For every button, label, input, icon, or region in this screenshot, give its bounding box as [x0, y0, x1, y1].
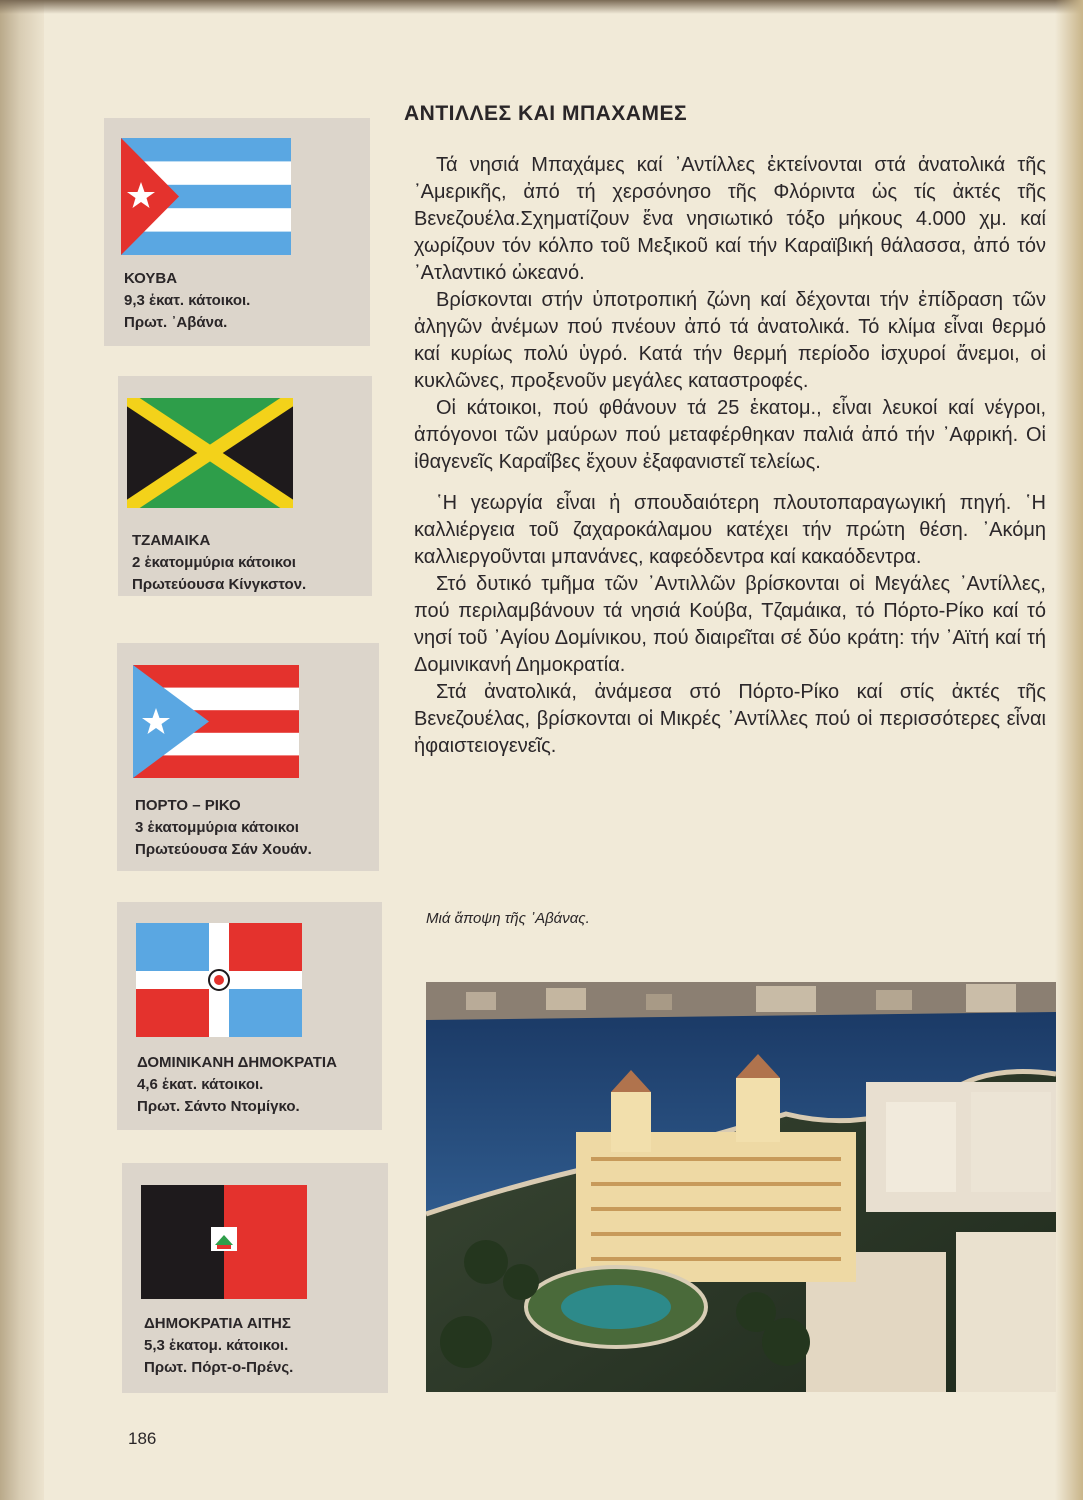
- country-capital: Πρωτ. Πόρτ-ο-Πρένς.: [144, 1359, 294, 1376]
- photo-caption: Μιά ἄποψη τῆς ᾽Αβάνας.: [426, 910, 590, 927]
- paragraph: Βρίσκονται στήν ὑποτροπική ζώνη καί δέχονται τήν ἐπίδραση τῶν ἀληγῶν ἀνέμων πού πνέουν ἀπό τά ἀνατολικά. Τό κλίμα εἶναι θερμό καί κυρίως πολύ ὑγρό. Κατά τήν θερμή περίοδο ἰσχυροί ἄνεμοι, οἱ κυκλῶνες, προξενοῦν μεγάλες καταστροφές.: [414, 289, 1046, 392]
- page-right-edge: [1055, 0, 1083, 1500]
- country-name: ΔΟΜΙΝΙΚΑΝΗ ΔΗΜΟΚΡΑΤΙΑ: [137, 1054, 337, 1071]
- jamaica-flag: [127, 398, 293, 508]
- country-population: 3 ἑκατομμύρια κάτοικοι: [135, 819, 299, 836]
- puerto-rico-flag: [133, 665, 299, 778]
- dominican-republic-flag: [136, 923, 302, 1037]
- country-capital: Πρωτεύουσα Σάν Χουάν.: [135, 841, 312, 858]
- haiti-flag: [141, 1185, 307, 1299]
- page-number: 186: [128, 1429, 157, 1448]
- cuba-flag: [121, 138, 291, 255]
- country-name: ΔΗΜΟΚΡΑΤΙΑ ΑΙΤΗΣ: [144, 1315, 291, 1332]
- country-name: ΤΖΑΜΑΙΚΑ: [132, 532, 211, 549]
- country-capital: Πρωτ. Σάντο Ντομίγκο.: [137, 1098, 300, 1115]
- country-card-dominican-republic: [117, 902, 382, 1130]
- country-population: 5,3 ἑκατομ. κάτοικοι.: [144, 1337, 289, 1354]
- country-card-cuba: [104, 118, 370, 346]
- country-capital: Πρωτεύουσα Κίνγκστον.: [132, 576, 307, 593]
- country-card-haiti: [122, 1163, 388, 1393]
- paragraph: ῾Η γεωργία εἶναι ἡ σπουδαιότερη πλουτοπαραγωγική πηγή. ῾Η καλλιέργεια τοῦ ζαχαροκάλαμου κατέχει τήν πρώτη θέση. ᾽Ακόμη καλλιεργοῦνται μπανάνες, καφεόδεντρα καί κακαόδεντρα.: [414, 492, 1046, 568]
- country-population: 2 ἑκατομμύρια κάτοικοι: [132, 554, 296, 571]
- page-title: ΑΝΤΙΛΛΕΣ ΚΑΙ ΜΠΑΧΑΜΕΣ: [404, 102, 688, 125]
- country-population: 4,6 ἑκατ. κάτοικοι.: [137, 1076, 264, 1093]
- body-text: [414, 152, 1046, 760]
- paragraph: Τά νησιά Μπαχάμες καί ᾽Αντίλλες ἐκτείνονται στά ἀνατολικά τῆς ᾽Αμερικῆς, ἀπό τή χερσόνησο τῆς Φλόριντα ὡς τίς ἀκτές τῆς Βενεζουέλα.Σχηματίζουν ἕνα νησιωτικό τόξο μήκους 4.000 χμ. καί χωρίζουν τόν κόλπο τοῦ Μεξικοῦ καί τήν Καραϊβική θάλασσα, ἀπό τόν ᾽Ατλαντικό ὠκεανό.: [414, 154, 1046, 284]
- country-card-puerto-rico: [117, 643, 379, 871]
- country-name: ΠΟΡΤΟ – ΡΙΚΟ: [135, 797, 241, 814]
- paragraph: Οἱ κάτοικοι, πού φθάνουν τά 25 ἑκατομ., εἶναι λευκοί καί νέγροι, ἀπόγονοι τῶν μαύρων πού μεταφέρθηκαν παλιά ἀπό τήν ᾽Αφρική. Οἱ ἰθαγενεῖς Καραΐβες ἔχουν ἐξαφανιστεῖ τελείως.: [414, 397, 1046, 473]
- country-card-jamaica: [118, 376, 372, 596]
- page-top-shadow: [0, 0, 1083, 14]
- havana-photo: [426, 982, 1056, 1392]
- book-spine-shadow: [0, 0, 44, 1500]
- country-population: 9,3 ἑκατ. κάτοικοι.: [124, 292, 251, 309]
- paragraph: Στό δυτικό τμῆμα τῶν ᾽Αντιλλῶν βρίσκονται οἱ Μεγάλες ᾽Αντίλλες, πού περιλαμβάνουν τά νησιά Κούβα, Τζαμάικα, τό Πόρτο-Ρίκο καί τό νησί τοῦ ᾽Αγίου Δομίνικου, πού διαιρεῖται σέ δύο κράτη: τήν ᾽Αϊτή καί τή Δομινικανή Δημοκρατία.: [414, 573, 1046, 676]
- paragraph: Στά ἀνατολικά, ἀνάμεσα στό Πόρτο-Ρίκο καί στίς ἀκτές τῆς Βενεζουέλας, βρίσκονται οἱ Μικρές ᾽Αντίλλες πού οἱ περισσότερες εἶναι ἡφαιστειογενεῖς.: [414, 681, 1046, 757]
- country-name: ΚΟΥΒΑ: [124, 270, 178, 287]
- country-capital: Πρωτ. ᾽Αβάνα.: [124, 314, 228, 331]
